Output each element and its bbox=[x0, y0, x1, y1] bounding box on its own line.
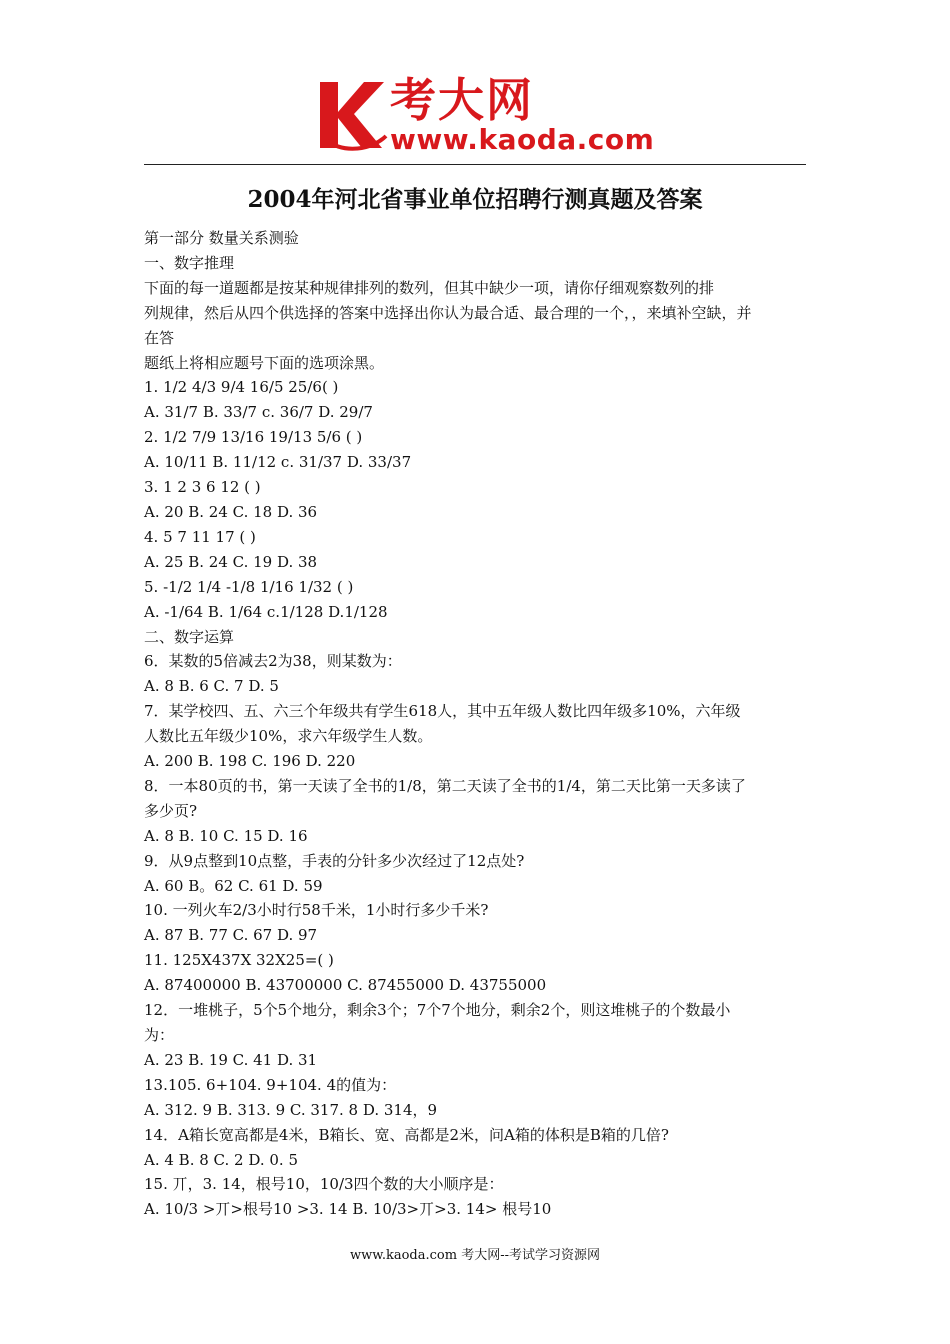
text-line: 多少页? bbox=[144, 801, 198, 820]
document-title: 2004年河北省事业单位招聘行测真题及答案 bbox=[247, 186, 703, 213]
document-body bbox=[144, 226, 808, 1222]
text-line: 8．一本80页的书，第一天读了全书的1/8，第二天读了全书的1/4，第二天比第一天多读了 bbox=[144, 776, 746, 795]
text-line: 题纸上将相应题号下面的选项涂黑。 bbox=[144, 353, 385, 372]
text-line: 为： bbox=[144, 1026, 175, 1044]
text-line: A. 4 B. 8 C. 2 D. 0. 5 bbox=[144, 1150, 298, 1169]
logo-brand-name: 考大网 bbox=[390, 73, 534, 127]
text-line: 10. 一列火车2/3小时行58千米，1小时行多少千米? bbox=[144, 901, 489, 920]
text-line: A. 8 B. 10 C. 15 D. 16 bbox=[144, 826, 308, 845]
text-line: 7．某学校四、五、六三个年级共有学生618人，其中五年级人数比四年级多10%，六年级 bbox=[144, 702, 741, 721]
text-line: 一、数字推理 bbox=[144, 253, 235, 272]
text-line: A. 10/3 >丌>根号10 >3. 14 B. 10/3>丌>3. 14> 根号10 bbox=[144, 1200, 552, 1219]
text-line: 二、数字运算 bbox=[144, 627, 235, 646]
text-line: A. 87400000 B. 43700000 C. 87455000 D. 43755000 bbox=[144, 976, 547, 995]
text-line: A. 20 B. 24 C. 18 D. 36 bbox=[144, 502, 318, 521]
kaoda-logo bbox=[316, 73, 655, 160]
text-line: 2. 1/2 7/9 13/16 19/13 5/6 ( ) bbox=[144, 428, 363, 447]
text-line: 15. 丌，3. 14，根号10，10/3四个数的大小顺序是： bbox=[144, 1175, 504, 1194]
text-line: A. 87 B. 77 C. 67 D. 97 bbox=[144, 926, 318, 945]
text-line: 列规律，然后从四个供选择的答案中选择出你认为最合适、最合理的一个，，来填补空缺，并 bbox=[144, 303, 752, 322]
text-line: 13.105. 6+104. 9+104. 4的值为： bbox=[144, 1075, 397, 1094]
text-line: 4. 5 7 11 17 ( ) bbox=[144, 527, 256, 546]
text-line: 第一部分 数量关系测验 bbox=[144, 229, 299, 247]
text-line: A. 25 B. 24 C. 19 D. 38 bbox=[144, 552, 318, 571]
text-line: 人数比五年级少10%，求六年级学生人数。 bbox=[144, 727, 433, 746]
text-line: 3. 1 2 3 6 12 ( ) bbox=[144, 478, 261, 497]
text-line: A. 312. 9 B. 313. 9 C. 317. 8 D. 314，9 bbox=[144, 1100, 438, 1119]
text-line: 5. -1/2 1/4 -1/8 1/16 1/32 ( ) bbox=[144, 577, 354, 596]
text-line: 下面的每一道题都是按某种规律排列的数列，但其中缺少一项，请你仔细观察数列的排 bbox=[144, 278, 715, 297]
text-line: A. -1/64 B. 1/64 c.1/128 D.1/128 bbox=[144, 602, 388, 621]
text-line: 12．一堆桃子，5个5个地分，剩余3个；7个7个地分，剩余2个，则这堆桃子的个数最小 bbox=[144, 1001, 731, 1020]
k-logo-icon bbox=[316, 78, 388, 152]
text-line: A. 23 B. 19 C. 41 D. 31 bbox=[144, 1050, 318, 1069]
text-line: A. 31/7 B. 33/7 c. 36/7 D. 29/7 bbox=[144, 403, 373, 422]
text-line: 14．A箱长宽高都是4米，B箱长、宽、高都是2米，问A箱的体积是B箱的几倍? bbox=[144, 1125, 669, 1144]
text-line: A. 10/11 B. 11/12 c. 31/37 D. 33/37 bbox=[144, 453, 412, 472]
text-line: A. 200 B. 198 C. 196 D. 220 bbox=[144, 752, 356, 771]
text-line: 11. 125X437X 32X25=( ) bbox=[144, 951, 334, 970]
page-footer: www.kaoda.com 考大网--考试学习资源网 bbox=[350, 1248, 600, 1263]
text-line: A. 60 B。62 C. 61 D. 59 bbox=[144, 876, 323, 895]
header-divider bbox=[144, 164, 806, 165]
text-line: 6．某数的5倍减去2为38，则某数为： bbox=[144, 652, 402, 671]
text-line: A. 8 B. 6 C. 7 D. 5 bbox=[144, 677, 279, 696]
text-line: 1. 1/2 4/3 9/4 16/5 25/6( ) bbox=[144, 378, 339, 397]
text-line: 9．从9点整到10点整，手表的分针多少次经过了12点处? bbox=[144, 851, 525, 870]
logo-url: www.kaoda.com bbox=[390, 123, 655, 156]
text-line: 在答 bbox=[144, 328, 175, 347]
